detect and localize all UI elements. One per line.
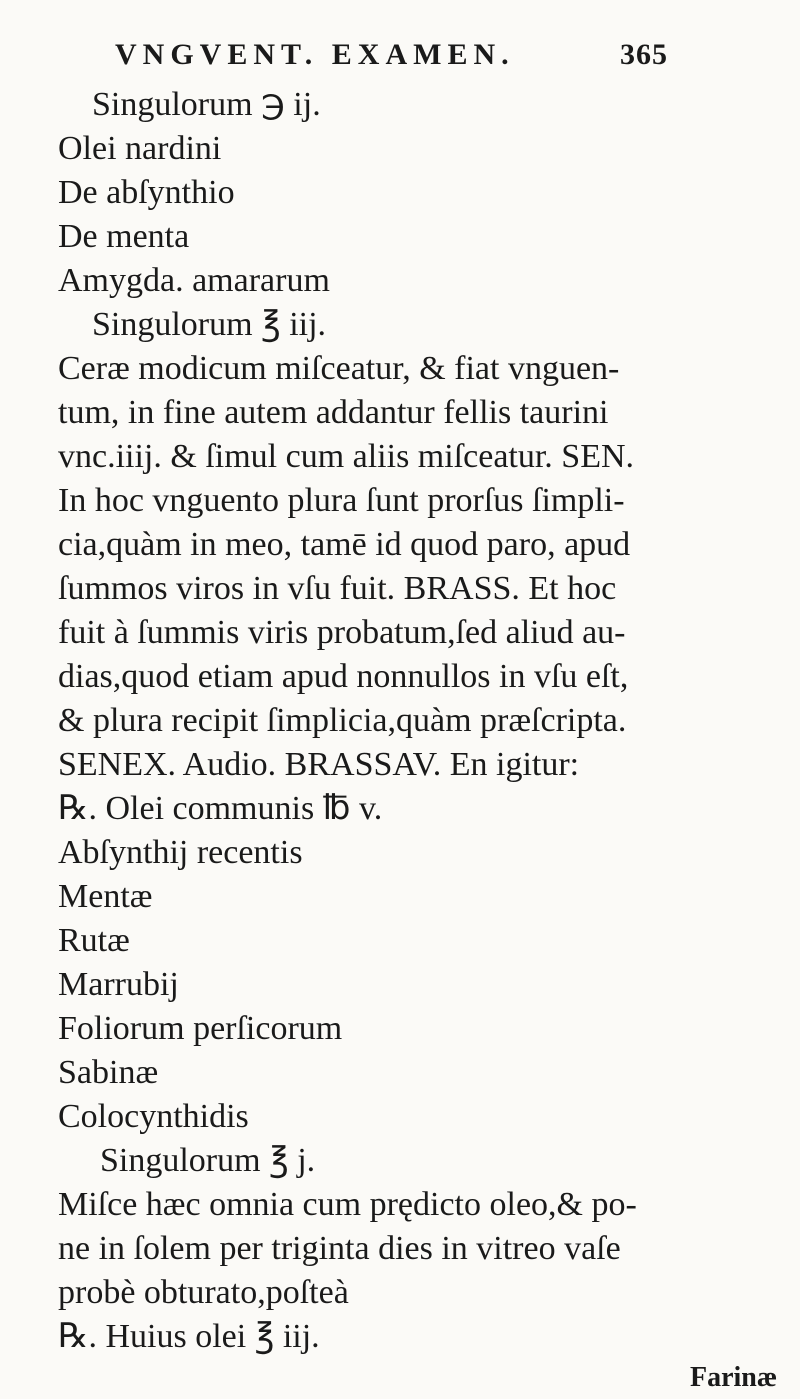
text-line: In hoc vnguento plura ſunt prorſus ſimpli-	[58, 482, 625, 519]
text-line: Sabinæ	[58, 1054, 159, 1091]
text-line: Singulorum ℈ ij.	[92, 86, 321, 123]
text-line: fuit à ſummis viris probatum,ſed aliud au-	[58, 614, 626, 651]
text-line: Singulorum ℥ iij.	[92, 306, 327, 343]
text-line: Foliorum perſicorum	[58, 1010, 343, 1047]
text-line: ℞. Olei communis ℔ v.	[58, 790, 383, 827]
text-line: Amygda. amararum	[58, 262, 330, 299]
text-line: Rutæ	[58, 922, 130, 959]
text-line: vnc.iiij. & ſimul cum aliis miſceatur. SEN.	[58, 438, 635, 475]
page-number: 365	[620, 38, 668, 71]
text-line: probè obturato,poſteà	[58, 1274, 349, 1311]
text-line: & plura recipit ſimplicia,quàm præſcripta.	[58, 702, 627, 739]
text-line: ne in ſolem per triginta dies in vitreo vaſe	[58, 1230, 621, 1267]
text-line: Singulorum ℥ j.	[100, 1142, 316, 1179]
text-line: cia,quàm in meo, tamē id quod paro, apud	[58, 526, 631, 563]
text-line: De abſynthio	[58, 174, 235, 211]
running-title: VNGVENT. EXAMEN.	[115, 38, 515, 71]
text-line: De menta	[58, 218, 190, 255]
text-line: Colocynthidis	[58, 1098, 249, 1135]
page-header	[115, 38, 675, 78]
text-line: ℞. Huius olei ℥ iij.	[58, 1318, 320, 1355]
text-line: Abſynthij recentis	[58, 834, 303, 871]
text-line: dias,quod etiam apud nonnullos in vſu eſt,	[58, 658, 629, 695]
catchword: Farinæ	[690, 1362, 778, 1393]
text-line: SENEX. Audio. BRASSAV. En igitur:	[58, 746, 580, 783]
text-line: tum, in fine autem addantur fellis taurini	[58, 394, 609, 431]
text-line: Ceræ modicum miſceatur, & fiat vnguen-	[58, 350, 620, 387]
text-line: Olei nardini	[58, 130, 222, 167]
text-line: Mentæ	[58, 878, 153, 915]
text-line: Marrubij	[58, 966, 179, 1003]
text-line: Miſce hæc omnia cum prędicto oleo,& po-	[58, 1186, 637, 1223]
text-line: ſummos viros in vſu fuit. BRASS. Et hoc	[58, 570, 617, 607]
